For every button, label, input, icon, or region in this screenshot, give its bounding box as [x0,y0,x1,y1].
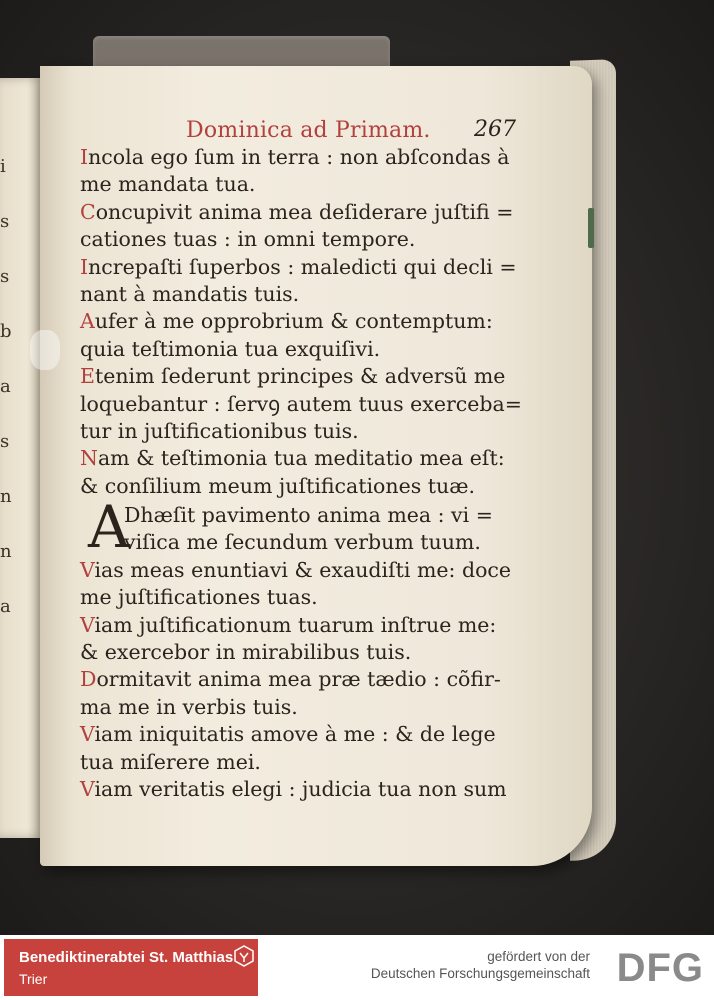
text-line [80,254,540,281]
line-text: iam veritatis elegi : judicia tua non sum [94,776,507,801]
text-block [80,144,540,500]
text-line [80,612,540,639]
rubricated-initial: V [80,776,95,801]
rubricated-initial: C [80,199,96,224]
text-line: Dhæſit pavimento anima mea : vi = [124,503,493,527]
text-line: viſica me ſecundum verbum tuum. [124,530,481,555]
text-line [80,391,540,418]
text-line [80,749,540,776]
text-line [80,418,540,445]
rubricated-initial: V [80,612,95,637]
left-page-glyph: n [0,541,12,562]
text-line [80,226,540,253]
left-page-glyph: s [0,211,10,232]
text-line [80,666,540,693]
left-page-glyph: s [0,431,10,452]
text-line [80,171,540,198]
line-text: tenim ſederunt principes & adversũ me [94,364,506,389]
text-line [80,721,540,748]
rubricated-initial: I [80,145,89,169]
text-block-2 [80,502,540,803]
funding-line-2: Deutschen Forschungsgemeinschaft [370,966,590,981]
line-text: cationes tuas : in omni tempore. [80,227,416,252]
line-text: am & teſtimonia tua meditatio mea eſt: [97,446,505,471]
dfg-logo[interactable]: DFG [616,946,704,990]
left-page-glyph: a [0,596,11,617]
line-text: ncrepaſti ſuperbos : maledicti qui decli = [88,254,517,279]
line-text: iam juſtificationum tuarum inſtrue me: [94,612,497,637]
institution-city: Trier [19,971,48,987]
left-page-glyph: n [0,486,12,507]
text-line [80,336,540,363]
ribbon-marker [588,208,594,248]
text-line [80,199,540,226]
rubricated-initial: I [80,254,89,279]
page-number: 267 [474,117,516,142]
institution-banner[interactable] [4,939,258,996]
rubricated-initial: E [80,364,95,389]
left-page-glyph: a [0,376,11,397]
line-text: quia teſtimonia tua exquiſivi. [80,336,381,361]
line-text: tua miſerere mei. [80,749,261,774]
paper-damage [30,330,60,370]
left-page-glyph: s [0,266,10,287]
line-text: nant à mandatis tuis. [80,281,300,306]
funding-note [371,948,590,982]
line-text: & exercebor in mirabilibus tuis. [80,639,412,664]
rubricated-initial: N [80,446,98,471]
text-line [80,363,540,390]
text-line [80,308,540,335]
text-line [80,557,540,584]
institution-name: Benediktinerabtei St. Matthias [19,949,234,966]
footer-bar [0,935,714,1000]
text-line [80,639,540,666]
line-text: me mandata tua. [80,172,256,197]
decorated-initial: A [88,493,130,561]
line-text: oncupivit anima mea deſiderare juſtifi = [95,199,514,224]
hexagon-logo-icon [233,945,255,967]
left-page-edge [0,78,44,838]
line-text: ormitavit anima mea præ tædio : cõfir- [96,667,501,692]
rubricated-initial: V [80,557,95,582]
text-line [80,281,540,308]
line-text: iam iniquitatis amove à me : & de lege [94,722,496,747]
line-text: & conſilium meum juſtificationes tuæ. [80,473,475,498]
left-page-glyph: i [0,156,6,177]
line-text: tur in juſtificationibus tuis. [80,418,359,443]
text-line [80,776,540,803]
rubricated-initial: D [80,667,97,692]
text-line [80,473,540,500]
line-text: ias meas enuntiavi & exaudiſti me: doce [94,557,512,582]
rubricated-initial: A [80,309,95,334]
running-head: Dominica ad Primam. [186,118,431,143]
line-text: loquebantur : ſervꝯ autem tuus exerceba= [80,391,522,416]
funding-line-1: gefördert von der [487,949,590,964]
rubricated-initial: V [80,722,95,747]
text-line [80,144,540,171]
line-text: ufer à me opprobrium & contemptum: [94,309,493,334]
left-page-glyph: b [0,321,12,342]
text-line [80,584,540,611]
text-line [80,694,540,721]
text-line [80,445,540,472]
line-text: ma me in verbis tuis. [80,694,298,719]
line-text: ncola ego ſum in terra : non abſcondas à [88,145,510,169]
line-text: me juſtificationes tuas. [80,585,318,610]
